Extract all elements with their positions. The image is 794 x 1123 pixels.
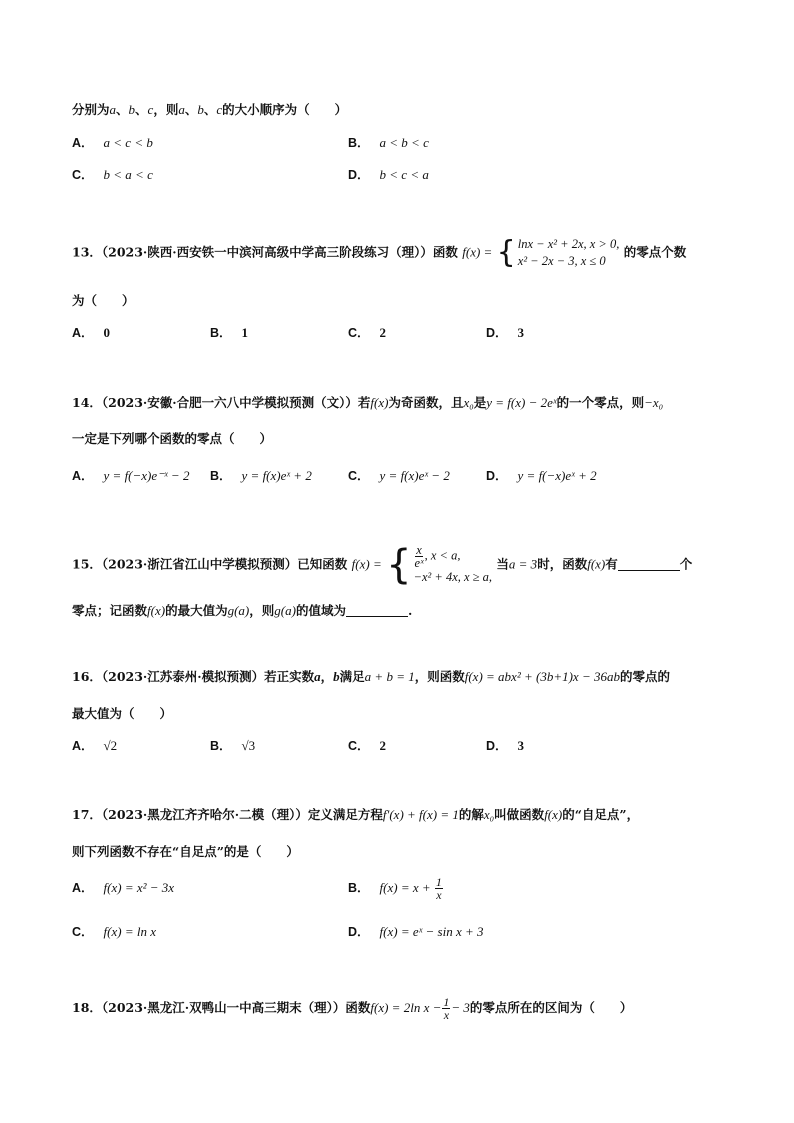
q16-stem-line2: 最大值为（ ） xyxy=(72,706,173,721)
q13-piecewise: { lnx − x² + 2x, x > 0, x² − 2x − 3, x ≤ 0 xyxy=(496,235,620,270)
q12-stem: 分别为a、b、c，则a、b、c的大小顺序为（ ） xyxy=(72,102,348,117)
q14-option-c[interactable]: C． y = f(x)eˣ − 2 xyxy=(348,468,450,483)
q12-option-b[interactable]: B． a < b < c xyxy=(348,135,429,150)
q18-stem: 18．（2023·黑龙江·双鸭山一中高三期末（理））函数f(x) = 2ln x − $\frac{1}{x}$ − 3的零点所在的区间为（ ） xyxy=(72,995,633,1022)
q17-option-a[interactable]: A． f(x) = x² − 3x xyxy=(72,880,175,895)
q15-piecewise: { $\frac{x}{\text{eˣ}}$ , x < a, −x² + 4x, x ≥ a, xyxy=(386,542,493,588)
q17-stem: 17．（2023·黑龙江齐齐哈尔·二模（理））定义满足方程f′(x) + f(x) = 1的解x₀叫做函数f(x)的“自足点”， xyxy=(72,807,640,822)
q16-option-c[interactable]: C． 2 xyxy=(348,738,387,753)
q17-stem-line2: 则下列函数不存在“自足点”的是（ ） xyxy=(72,844,299,859)
q16-stem: 16．（2023·江苏泰州·模拟预测）若正实数a，b满足a + b = 1，则函数f(x) = abx² + (3b+1)x − 36ab的零点的 xyxy=(72,669,670,684)
q14-option-d[interactable]: D． y = f(−x)eˣ + 2 xyxy=(486,468,597,483)
q12-option-d[interactable]: D． b < c < a xyxy=(348,167,429,182)
q14-stem-line2: 一定是下列哪个函数的零点（ ） xyxy=(72,431,273,446)
q13-option-d[interactable]: D． 3 xyxy=(486,325,525,340)
q14-option-a[interactable]: A． y = f(−x)e⁻ˣ − 2 xyxy=(72,468,190,483)
q13-stem-line2: 为（ ） xyxy=(72,293,135,308)
q14-stem: 14．（2023·安徽·合肥一六八中学模拟预测（文））若f(x)为奇函数，且x₀是y = f(x) − 2eˣ的一个零点，则−x₀ xyxy=(72,395,664,410)
q13-stem: 13．（2023·陕西·西安铁一中滨河高级中学高三阶段练习（理））函数 f(x) = { lnx − x² + 2x, x > 0, x² − 2x − 3, x ≤ 0 的零点个数 xyxy=(72,235,687,270)
q15-blank-2[interactable] xyxy=(346,602,408,617)
q13-option-b[interactable]: B． 1 xyxy=(210,325,249,340)
q16-option-d[interactable]: D． 3 xyxy=(486,738,525,753)
q15-stem-line2: 零点；记函数f(x)的最大值为g(a)，则g(a)的值域为 . xyxy=(72,603,413,618)
q17-option-c[interactable]: C． f(x) = ln x xyxy=(72,924,156,939)
q12-option-c[interactable]: C． b < a < c xyxy=(72,167,153,182)
q16-option-a[interactable]: A． √2 xyxy=(72,738,118,753)
q13-option-c[interactable]: C． 2 xyxy=(348,325,387,340)
q15-blank-1[interactable] xyxy=(618,556,680,571)
q17-option-d[interactable]: D． f(x) = eˣ − sin x + 3 xyxy=(348,924,484,939)
q15-stem: 15．（2023·浙江省江山中学模拟预测）已知函数 f(x) = { $\frac{x}{\text{eˣ}}$ , x < a, −x² + 4x, x ≥ a, 当a = 3时，函数f(x)有 个 xyxy=(72,542,693,588)
q14-option-b[interactable]: B． y = f(x)eˣ + 2 xyxy=(210,468,312,483)
q12-option-a[interactable]: A． a < c < b xyxy=(72,135,153,150)
q16-option-b[interactable]: B． √3 xyxy=(210,738,256,753)
q17-option-b[interactable]: B． f(x) = x + $\frac{1}{x}$ xyxy=(348,875,442,902)
q13-option-a[interactable]: A． 0 xyxy=(72,325,111,340)
